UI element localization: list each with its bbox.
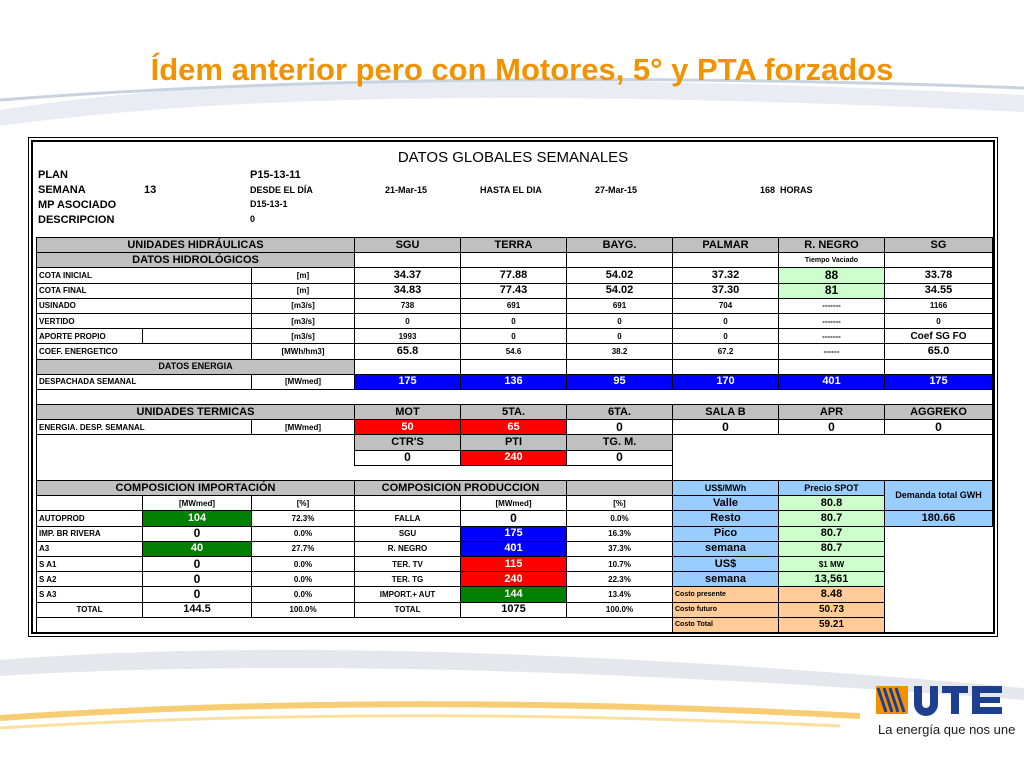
row-unit: [m3/s]: [252, 329, 355, 344]
imp-label: S A3: [37, 587, 143, 602]
semana-label: SEMANA: [38, 184, 86, 196]
costo-total-value: 59.21: [779, 617, 885, 632]
spot-value: 8.48: [779, 587, 885, 602]
row-label: APORTE PROPIO: [37, 329, 143, 344]
row-unit: [MWmed]: [252, 420, 355, 435]
imp-pct: 72.3%: [252, 511, 355, 526]
termicas-units-label: UNIDADES TERMICAS: [37, 405, 355, 420]
datos-energia-label: DATOS ENERGIA: [37, 359, 355, 374]
row-unit: [MWh/hm3]: [252, 344, 355, 359]
cell: 65.8: [355, 344, 461, 359]
hidro-col: R. NEGRO: [779, 238, 885, 253]
data-table: [36, 237, 993, 633]
valle-value: 80.8: [779, 496, 885, 511]
termicas-col: 5TA.: [461, 405, 567, 420]
spot-value: 80.7: [779, 511, 885, 526]
row-label: DESPACHADA SEMANAL: [37, 374, 252, 389]
cell: 77.88: [461, 268, 567, 283]
prod-mw: 115: [461, 556, 567, 571]
cell: 88: [779, 268, 885, 283]
slide-title: Ídem anterior pero con Motores, 5° y PTA forzados: [150, 52, 894, 87]
cell: 0: [673, 313, 779, 328]
cell: 738: [355, 298, 461, 313]
hidro-units-label: UNIDADES HIDRÁULICAS: [37, 238, 355, 253]
table-row: [37, 329, 993, 344]
table-row: [37, 541, 993, 556]
termicas-sub-col: PTI: [461, 435, 567, 450]
spot-value: $1 MW: [779, 556, 885, 571]
sheet-header: [36, 145, 990, 237]
plan-value: P15-13-11: [250, 169, 301, 181]
cell: 34.55: [885, 283, 993, 298]
prod-label: TOTAL: [355, 602, 461, 617]
cell: 33.78: [885, 268, 993, 283]
termicas-col: SALA B: [673, 405, 779, 420]
cell: 691: [567, 298, 673, 313]
imp-mw: 144.5: [143, 602, 252, 617]
cell: 1993: [355, 329, 461, 344]
unit-label: [MWmed]: [143, 496, 252, 511]
data-sheet: [31, 140, 995, 634]
table-row-total: [37, 602, 993, 617]
costo-total-row: [37, 617, 993, 632]
cell: 0: [779, 420, 885, 435]
datos-hidro-label: DATOS HIDROLÓGICOS: [37, 253, 355, 268]
termicas-col: AGGREKO: [885, 405, 993, 420]
ute-logo: [876, 684, 1006, 720]
imp-pct: 0.0%: [252, 556, 355, 571]
hidro-col: SGU: [355, 238, 461, 253]
cell: ------: [779, 344, 885, 359]
table-row: [37, 268, 993, 283]
cell: 81: [779, 283, 885, 298]
table-row: [37, 298, 993, 313]
row-unit: [m3/s]: [252, 313, 355, 328]
row-label: ENERGIA. DESP. SEMANAL: [37, 420, 252, 435]
prod-pct: 10.7%: [567, 556, 673, 571]
cell: 0: [567, 420, 673, 435]
row-label: COTA FINAL: [37, 283, 252, 298]
table-row: [37, 313, 993, 328]
desde-label: DESDE EL DÍA: [250, 185, 313, 195]
spot-label: semana: [673, 572, 779, 587]
table-row: [37, 572, 993, 587]
cell: 0: [461, 313, 567, 328]
prod-mw: 1075: [461, 602, 567, 617]
termicas-sub-col: CTR'S: [355, 435, 461, 450]
cell: 34.83: [355, 283, 461, 298]
imp-label: TOTAL: [37, 602, 143, 617]
imp-label: AUTOPROD: [37, 511, 143, 526]
prod-label: SGU: [355, 526, 461, 541]
termicas-col: MOT: [355, 405, 461, 420]
costo-total-label: Costo Total: [673, 617, 779, 632]
spot-label: Resto: [673, 511, 779, 526]
tiempo-vaciado-label: Tiempo Vaciado: [779, 253, 885, 268]
cell: -------: [779, 329, 885, 344]
table-row: [37, 283, 993, 298]
row-unit: [m]: [252, 283, 355, 298]
row-label: VERTIDO: [37, 313, 252, 328]
cell: 34.37: [355, 268, 461, 283]
cell: 0: [567, 450, 673, 465]
hidro-col: PALMAR: [673, 238, 779, 253]
plan-label: PLAN: [38, 169, 68, 181]
spot-value: 50.73: [779, 602, 885, 617]
imp-label: S A2: [37, 572, 143, 587]
spot-value: 80.7: [779, 541, 885, 556]
desde-value: 21-Mar-15: [385, 185, 428, 195]
prod-mw: 240: [461, 572, 567, 587]
imp-mw: 0: [143, 556, 252, 571]
prod-mw: 0: [461, 511, 567, 526]
composicion-units-row: [37, 496, 993, 511]
descripcion-value: 0: [250, 214, 256, 224]
unit-label: [%]: [567, 496, 673, 511]
cell: 37.30: [673, 283, 779, 298]
imp-pct: 0.0%: [252, 572, 355, 587]
cell: 0: [355, 450, 461, 465]
imp-mw: 40: [143, 541, 252, 556]
valle-label: Valle: [673, 496, 779, 511]
imp-mw: 104: [143, 511, 252, 526]
cell: -------: [779, 298, 885, 313]
cell: 401: [779, 374, 885, 389]
termicas-col: 6TA.: [567, 405, 673, 420]
semana-value: 13: [144, 184, 157, 196]
cell: 95: [567, 374, 673, 389]
mp-label: MP ASOCIADO: [38, 199, 117, 211]
bottom-swoosh-line-yellow-thin: [0, 716, 840, 728]
termicas-col: APR: [779, 405, 885, 420]
prod-mw: 144: [461, 587, 567, 602]
termicas-header-row: [37, 405, 993, 420]
imp-label: A3: [37, 541, 143, 556]
termicas-sub-col: TG. M.: [567, 435, 673, 450]
spot-label: US$: [673, 556, 779, 571]
row-label: COTA INICIAL: [37, 268, 252, 283]
cell: 691: [461, 298, 567, 313]
spot-label: Costo futuro: [673, 602, 779, 617]
cell: 704: [673, 298, 779, 313]
precio-spot-label: Precio SPOT: [779, 481, 885, 496]
cell: 170: [673, 374, 779, 389]
prod-label: R. NEGRO: [355, 541, 461, 556]
unit-label: [%]: [252, 496, 355, 511]
cell: 38.2: [567, 344, 673, 359]
cell: 0: [567, 313, 673, 328]
row-label: USINADO: [37, 298, 252, 313]
table-row: [37, 587, 993, 602]
spot-label: Pico: [673, 526, 779, 541]
cell: Coef SG FO: [885, 329, 993, 344]
row-unit: [m3/s]: [252, 298, 355, 313]
termicas-sub-header-row: [37, 435, 993, 450]
imp-pct: 100.0%: [252, 602, 355, 617]
comp-import-label: COMPOSICION IMPORTACIÓN: [37, 481, 355, 496]
despachada-row: [37, 374, 993, 389]
cell: 54.6: [461, 344, 567, 359]
spot-value: 13,561: [779, 572, 885, 587]
imp-pct: 0.0%: [252, 587, 355, 602]
cell: 0: [885, 313, 993, 328]
table-row: [37, 511, 993, 526]
table-row: [37, 344, 993, 359]
prod-pct: 100.0%: [567, 602, 673, 617]
hidro-col: BAYG.: [567, 238, 673, 253]
imp-pct: 27.7%: [252, 541, 355, 556]
spacer-row: [37, 389, 993, 404]
cell: 0: [461, 329, 567, 344]
prod-mw: 401: [461, 541, 567, 556]
imp-pct: 0.0%: [252, 526, 355, 541]
spot-label: semana: [673, 541, 779, 556]
cell: 0: [673, 329, 779, 344]
cell: 240: [461, 450, 567, 465]
horas-value: 168: [760, 185, 776, 195]
termicas-energia-row: [37, 420, 993, 435]
cell: 77.43: [461, 283, 567, 298]
cell: 37.32: [673, 268, 779, 283]
demanda-total-label: Demanda total GWH: [885, 481, 993, 511]
spot-label: Costo presente: [673, 587, 779, 602]
spot-value: 80.7: [779, 526, 885, 541]
usd-mwh-label: US$/MWh: [673, 481, 779, 496]
imp-label: IMP. BR RIVERA: [37, 526, 143, 541]
cell: 175: [885, 374, 993, 389]
row-label: COEF. ENERGETICO: [37, 344, 252, 359]
prod-pct: 0.0%: [567, 511, 673, 526]
prod-pct: 37.3%: [567, 541, 673, 556]
cell: 0: [885, 420, 993, 435]
prod-label: TER. TG: [355, 572, 461, 587]
hidro-col: TERRA: [461, 238, 567, 253]
imp-label: S A1: [37, 556, 143, 571]
sheet-title: DATOS GLOBALES SEMANALES: [397, 149, 629, 166]
prod-label: TER. TV: [355, 556, 461, 571]
hasta-label: HASTA EL DIA: [480, 185, 542, 195]
prod-label: IMPORT.+ AUT: [355, 587, 461, 602]
datos-energia-row: [37, 359, 993, 374]
unit-label: [MWmed]: [461, 496, 567, 511]
cell: 50: [355, 420, 461, 435]
bottom-swoosh-band-gray: [0, 650, 1024, 700]
datos-hidro-row: [37, 253, 993, 268]
prod-pct: 22.3%: [567, 572, 673, 587]
hasta-value: 27-Mar-15: [595, 185, 638, 195]
cell: -------: [779, 313, 885, 328]
descripcion-label: DESCRIPCION: [38, 214, 115, 226]
row-unit: [MWmed]: [252, 374, 355, 389]
mp-value: D15-13-1: [250, 199, 288, 209]
imp-mw: 0: [143, 587, 252, 602]
cell: 0: [355, 313, 461, 328]
imp-mw: 0: [143, 572, 252, 587]
prod-pct: 13.4%: [567, 587, 673, 602]
horas-label: HORAS: [780, 185, 813, 195]
prod-pct: 16.3%: [567, 526, 673, 541]
logo-stripes-icon: [876, 686, 908, 714]
cell: 65: [461, 420, 567, 435]
cell: 0: [567, 329, 673, 344]
logo-ute-wordmark: [914, 686, 1002, 716]
cell: 136: [461, 374, 567, 389]
prod-mw: 175: [461, 526, 567, 541]
cell: 67.2: [673, 344, 779, 359]
hidro-header-row: [37, 238, 993, 253]
composicion-header-row: [37, 481, 993, 496]
cell: 1166: [885, 298, 993, 313]
cell: 54.02: [567, 268, 673, 283]
imp-mw: 0: [143, 526, 252, 541]
cell: 0: [673, 420, 779, 435]
row-unit: [m]: [252, 268, 355, 283]
cell: 175: [355, 374, 461, 389]
comp-prod-label: COMPOSICION PRODUCCION: [355, 481, 567, 496]
prod-label: FALLA: [355, 511, 461, 526]
table-row: [37, 526, 993, 541]
cell: 54.02: [567, 283, 673, 298]
demanda-total-value: 180.66: [885, 511, 993, 526]
tagline: La energía que nos une: [878, 722, 1016, 737]
hidro-col: SG: [885, 238, 993, 253]
cell: 65.0: [885, 344, 993, 359]
table-row: [37, 556, 993, 571]
